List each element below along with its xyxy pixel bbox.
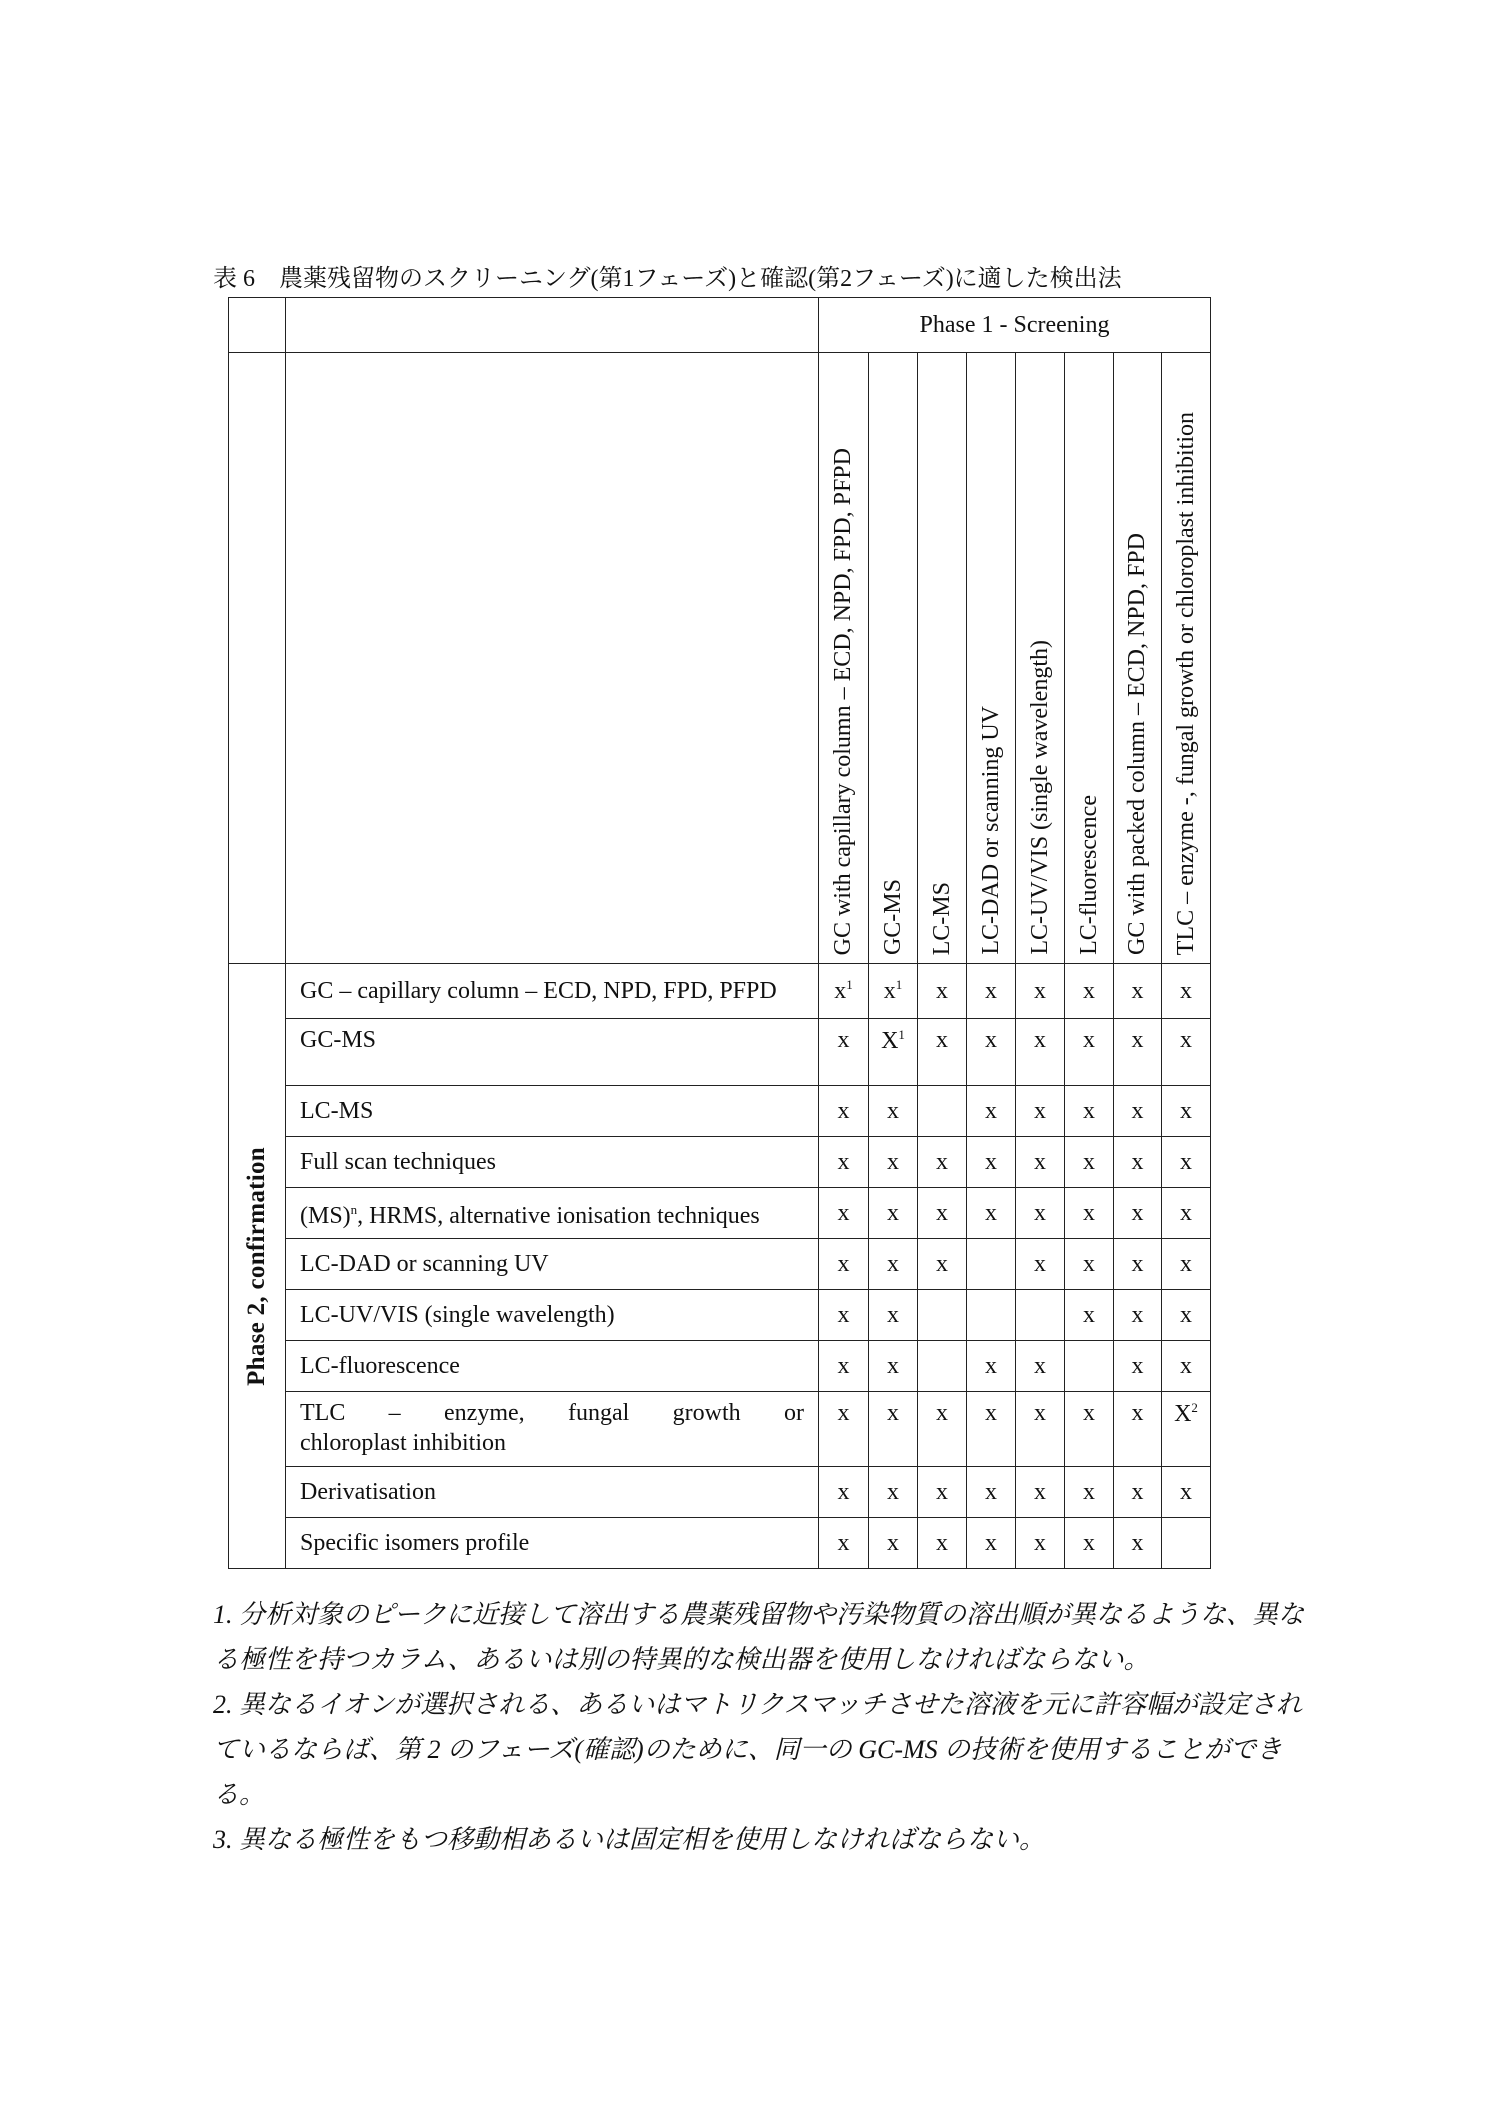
table-cell: x xyxy=(869,1188,918,1239)
table-cell: x xyxy=(1016,964,1065,1019)
table-cell: x xyxy=(869,1467,918,1518)
table-row xyxy=(229,1086,1211,1137)
corner-cell xyxy=(229,353,286,964)
column-header xyxy=(1016,353,1065,964)
footnote-ref: 1 xyxy=(846,977,853,992)
table-cell: x xyxy=(1016,1188,1065,1239)
table-cell: x xyxy=(1016,1341,1065,1392)
row-label: LC-DAD or scanning UV xyxy=(286,1239,819,1290)
table-cell: x xyxy=(1162,1467,1211,1518)
table-cell: x xyxy=(1114,1341,1162,1392)
table-cell: x xyxy=(967,1392,1016,1467)
column-header-label: LC-MS xyxy=(928,881,955,955)
table-cell: x xyxy=(869,1137,918,1188)
table-cell: x xyxy=(918,1137,967,1188)
row-label xyxy=(286,1188,819,1239)
row-label-text: , HRMS, alternative ionisation techniques xyxy=(357,1203,760,1229)
column-header-label: GC-MS xyxy=(879,878,906,955)
row-label: GC – capillary column – ECD, NPD, FPD, PFPD xyxy=(286,964,819,1019)
column-header-label: TLC – enzyme -, fungal growth or chloroplast inhibition xyxy=(1172,411,1199,955)
table-cell: x xyxy=(1162,1239,1211,1290)
detection-methods-table xyxy=(228,297,1211,1569)
table-caption: 表 6 農薬残留物のスクリーニング(第1フェーズ)と確認(第2フェーズ)に適した検出法 xyxy=(213,266,1122,292)
table-cell: x xyxy=(1114,1392,1162,1467)
table-cell: x xyxy=(1016,1086,1065,1137)
table-cell: x xyxy=(819,1086,869,1137)
table-row xyxy=(229,1341,1211,1392)
table-cell: x xyxy=(1065,1019,1114,1086)
table-cell: x xyxy=(967,1467,1016,1518)
table-cell: x xyxy=(1162,1341,1211,1392)
table-cell: x xyxy=(1065,1086,1114,1137)
table-cell xyxy=(918,1290,967,1341)
footnote-ref: 1 xyxy=(895,977,903,992)
table-cell: x xyxy=(1065,964,1114,1019)
table-cell: x xyxy=(1016,1137,1065,1188)
row-label: LC-fluorescence xyxy=(286,1341,819,1392)
table-cell xyxy=(1016,1290,1065,1341)
column-header xyxy=(967,353,1016,964)
row-label: LC-UV/VIS (single wavelength) xyxy=(286,1290,819,1341)
table-row xyxy=(229,1518,1211,1569)
table-cell: x xyxy=(819,1239,869,1290)
column-header-label: LC-UV/VIS (single wavelength) xyxy=(1026,640,1053,955)
table-cell: x xyxy=(1114,1188,1162,1239)
footnotes xyxy=(213,1592,1313,1862)
column-header xyxy=(918,353,967,964)
table-cell: x xyxy=(918,1392,967,1467)
table-cell: x xyxy=(869,1086,918,1137)
table-row xyxy=(229,1019,1211,1086)
column-header-label: GC with packed column – ECD, NPD, FPD xyxy=(1124,533,1150,955)
table-cell: x xyxy=(1114,1137,1162,1188)
table-cell: x xyxy=(819,1341,869,1392)
table-cell: x xyxy=(869,1239,918,1290)
corner-cell xyxy=(286,353,819,964)
row-label xyxy=(286,1392,819,1467)
corner-cell xyxy=(286,298,819,353)
corner-cell xyxy=(229,298,286,353)
table-cell: x xyxy=(1162,1086,1211,1137)
column-header-label: GC with capillary column – ECD, NPD, FPD, PFPD xyxy=(830,447,856,955)
table-cell: x xyxy=(869,1518,918,1569)
column-header xyxy=(819,353,869,964)
table-cell: x xyxy=(1162,1290,1211,1341)
table-cell: x xyxy=(1162,1019,1211,1086)
column-header xyxy=(1065,353,1114,964)
table-cell: x xyxy=(1016,1239,1065,1290)
row-label: Full scan techniques xyxy=(286,1137,819,1188)
table-cell: x xyxy=(1065,1239,1114,1290)
table-cell: x xyxy=(1114,1019,1162,1086)
table-cell: x xyxy=(1065,1467,1114,1518)
table-row xyxy=(229,1188,1211,1239)
table-cell: x xyxy=(1114,1239,1162,1290)
row-label-ms-prefix: (MS)$^n$ xyxy=(300,1202,358,1229)
table-cell: x xyxy=(869,1341,918,1392)
row-label: Specific isomers profile xyxy=(286,1518,819,1569)
table-cell: x xyxy=(967,1188,1016,1239)
table-cell: $X^1$ xyxy=(869,1019,918,1086)
header-row-phase1 xyxy=(229,298,1211,353)
table-cell: x xyxy=(918,1518,967,1569)
table-cell: x xyxy=(869,1290,918,1341)
table-cell: x xyxy=(819,1137,869,1188)
table-cell: x xyxy=(1162,1188,1211,1239)
column-header xyxy=(1162,353,1211,964)
table-cell xyxy=(1162,1518,1211,1569)
table-cell: x xyxy=(967,964,1016,1019)
phase2-header-label: Phase 2, confirmation xyxy=(243,1146,270,1386)
table-cell: $x^1$ xyxy=(819,964,869,1019)
table-cell: x xyxy=(869,1392,918,1467)
row-label: Derivatisation xyxy=(286,1467,819,1518)
table-row xyxy=(229,1239,1211,1290)
table-row xyxy=(229,1467,1211,1518)
table-cell: x xyxy=(967,1019,1016,1086)
footnote-ref: 2 xyxy=(1191,1400,1198,1415)
table-cell xyxy=(967,1290,1016,1341)
table-cell: x xyxy=(819,1467,869,1518)
table-cell: x xyxy=(819,1019,869,1086)
table-cell xyxy=(918,1086,967,1137)
table-cell: x xyxy=(819,1518,869,1569)
table-cell: x xyxy=(1016,1392,1065,1467)
table-cell: x xyxy=(918,1467,967,1518)
table-cell xyxy=(967,1239,1016,1290)
table-cell: x xyxy=(1114,1467,1162,1518)
table-cell: x xyxy=(967,1518,1016,1569)
table-cell: x xyxy=(1114,1086,1162,1137)
table-cell: x xyxy=(1065,1290,1114,1341)
table-cell xyxy=(1065,1341,1114,1392)
table-cell: x xyxy=(1065,1518,1114,1569)
table-cell: x xyxy=(918,1019,967,1086)
table-cell: x xyxy=(1114,1518,1162,1569)
table-cell: x xyxy=(967,1137,1016,1188)
table-cell: x xyxy=(1065,1137,1114,1188)
table-cell: x xyxy=(1065,1392,1114,1467)
table-cell: x xyxy=(1065,1188,1114,1239)
table-row xyxy=(229,964,1211,1019)
table-row xyxy=(229,1392,1211,1467)
column-header-row xyxy=(229,353,1211,964)
row-label: LC-MS xyxy=(286,1086,819,1137)
footnote-3: 3. 異なる極性をもつ移動相あるいは固定相を使用しなければならない。 xyxy=(213,1825,1046,1854)
phase2-header xyxy=(229,964,286,1569)
table-cell: x xyxy=(1016,1019,1065,1086)
column-header-label: LC-DAD or scanning UV xyxy=(977,706,1004,955)
table-cell: x xyxy=(967,1341,1016,1392)
column-header-label: LC-fluorescence xyxy=(1075,795,1102,955)
table-cell: x xyxy=(1162,1137,1211,1188)
table-cell: x xyxy=(819,1392,869,1467)
row-label-line-2: chloroplast inhibition xyxy=(300,1430,506,1456)
table-row xyxy=(229,1137,1211,1188)
footnote-ref: 1 xyxy=(898,1027,905,1042)
row-label: GC-MS xyxy=(286,1019,819,1086)
table-cell: x xyxy=(918,1239,967,1290)
column-header xyxy=(1114,353,1162,964)
table-cell: x xyxy=(918,964,967,1019)
column-header xyxy=(869,353,918,964)
table-cell: x xyxy=(1016,1518,1065,1569)
phase1-header: Phase 1 - Screening xyxy=(819,298,1211,353)
table-cell: x xyxy=(1114,1290,1162,1341)
footnote-1: 1. 分析対象のピークに近接して溶出する農薬残留物や汚染物質の溶出順が異なるような、異なる極性を持つカラム、あるいは別の特異的な検出器を使用しなければならない。 xyxy=(213,1600,1304,1674)
table-cell: $x^1$ xyxy=(869,964,918,1019)
row-label-line-1: TLC – enzyme, fungal growth or xyxy=(300,1400,804,1426)
table-row xyxy=(229,1290,1211,1341)
table-cell: x xyxy=(819,1290,869,1341)
footnote-2: 2. 異なるイオンが選択される、あるいはマトリクスマッチさせた溶液を元に許容幅が設定されているならば、第 2 のフェーズ(確認)のために、同一の GC-MS の技術を使用することができる。 xyxy=(213,1690,1302,1809)
table-cell: x xyxy=(1114,964,1162,1019)
table-cell: x xyxy=(819,1188,869,1239)
table-cell: $X^2$ xyxy=(1162,1392,1211,1467)
table-cell: x xyxy=(1162,964,1211,1019)
table-cell: x xyxy=(967,1086,1016,1137)
table-cell: x xyxy=(918,1188,967,1239)
table-cell xyxy=(918,1341,967,1392)
table-cell: x xyxy=(1016,1467,1065,1518)
